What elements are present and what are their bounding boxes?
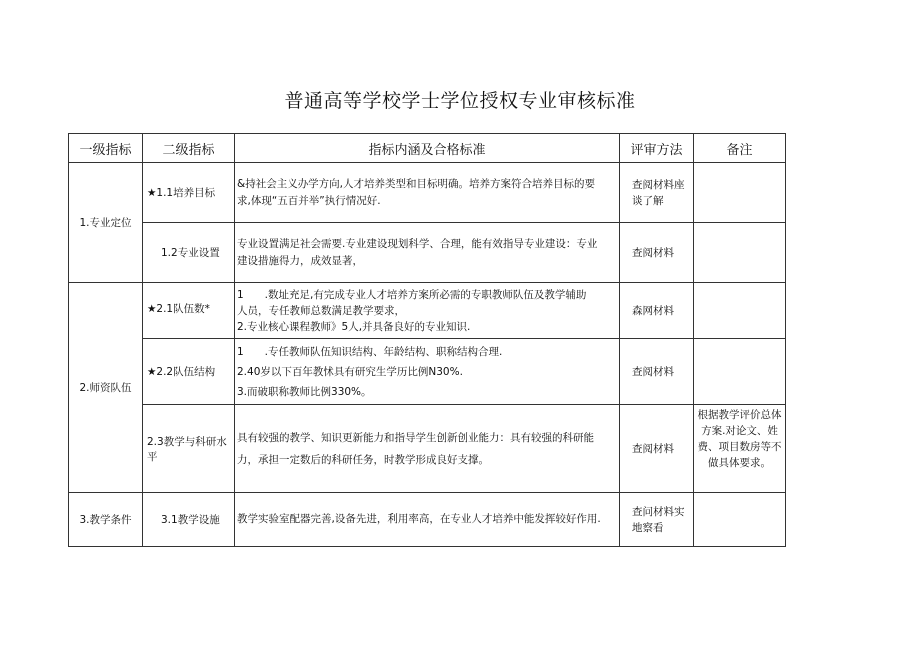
method-line: 谈了解: [632, 194, 664, 207]
method-cell: [620, 163, 694, 223]
level2-cell: 3.1教学设施: [143, 493, 235, 547]
level2-cell: ★2.1队伍数*: [143, 283, 235, 339]
method-cell: [620, 283, 694, 339]
level1-cell: 2.师资队伍: [69, 283, 143, 493]
content-line: 1 .数址充足,有完成专业人才培养方案所必需的专职教师队伍及教学辅助: [237, 288, 587, 301]
method-cell: [620, 405, 694, 493]
page-title: 普通高等学校学士学位授权专业审核标准: [284, 90, 636, 112]
content-cell: [235, 405, 620, 493]
content-cell: [235, 339, 620, 405]
content-line: 人员，专任教师总数满足教学要求，: [237, 304, 405, 317]
note-cell: [694, 283, 786, 339]
note-cell: [694, 223, 786, 283]
method-line: 查问材料实: [632, 505, 685, 518]
method-line: 查阅材料: [632, 442, 674, 455]
note-cell: [694, 405, 786, 493]
method-cell: [620, 339, 694, 405]
content-line: 1 .专任教师队伍知识结构、年龄结构、职称结构合理.: [237, 345, 503, 358]
note-cell: [694, 339, 786, 405]
header-level2: 二级指标: [143, 134, 235, 163]
content-line: &持社会主义办学方向,人才培养类型和目标明确。培养方案符合培养目标的要: [237, 177, 596, 190]
content-cell: [235, 163, 620, 223]
content-cell: [235, 493, 620, 547]
method-line: 森网材料: [632, 304, 674, 317]
table-row: [69, 405, 786, 493]
content-line: 求,体现“五百并举”执行情况好.: [237, 194, 381, 207]
note-cell: [694, 163, 786, 223]
standards-table: [68, 133, 786, 547]
level2-cell: 2.3教学与科研水平: [143, 405, 235, 493]
method-line: 查阅材料座: [632, 178, 685, 191]
method-line: 查阅材料: [632, 246, 674, 259]
note-cell: [694, 493, 786, 547]
content-line: 建设措施得力，成效显著，: [237, 254, 363, 267]
table-row: [69, 163, 786, 223]
content-line: 2.40岁以下百年教怵具有研究生学历比例N30%.: [237, 365, 463, 378]
table-row: [69, 493, 786, 547]
header-content: 指标内涵及合格标准: [235, 134, 620, 163]
level2-cell: ★2.2队伍结构: [143, 339, 235, 405]
note-line: 费、项目数房等不: [697, 441, 782, 453]
method-line: 查阅材料: [632, 365, 674, 378]
level2-cell: 1.2专业设置: [143, 223, 235, 283]
level2-cell: ★1.1培养目标: [143, 163, 235, 223]
content-line: 专业设置满足社会需要.专业建设现划科学、合理，能有效指导专业建设：专业: [237, 237, 598, 250]
header-method: 评审方法: [620, 134, 694, 163]
method-line: 地察看: [632, 521, 664, 534]
content-line: 教学实验室配器完善,设备先进，利用率高，在专业人才培养中能发挥较好作用.: [237, 513, 601, 525]
content-line: 力，承担一定数后的科研任务，时教学形成良好支撑。: [237, 453, 489, 466]
content-line: 3.而破职称教师比例330%。: [237, 385, 372, 398]
header-level1: 一级指标: [69, 134, 143, 163]
table-header-row: [69, 134, 786, 163]
table-row: [69, 283, 786, 339]
content-cell: [235, 283, 620, 339]
level1-cell: 3.教学条件: [69, 493, 143, 547]
level1-cell: 1.专业定位: [69, 163, 143, 283]
table-row: [69, 339, 786, 405]
content-line: 具有较强的教学、知识更新能力和指导学生创新创业能力：具有较强的科研能: [237, 431, 594, 444]
table-row: [69, 223, 786, 283]
note-line: 做具体要求。: [708, 457, 771, 469]
note-line: 根据教学评价总体: [697, 409, 782, 421]
content-line: 2.专业核心课程教师》5人,并具备良好的专业知识.: [237, 320, 471, 333]
header-note: 备注: [694, 134, 786, 163]
content-cell: [235, 223, 620, 283]
method-cell: [620, 493, 694, 547]
note-line: 方案.对论文、姓: [701, 425, 778, 437]
method-cell: [620, 223, 694, 283]
